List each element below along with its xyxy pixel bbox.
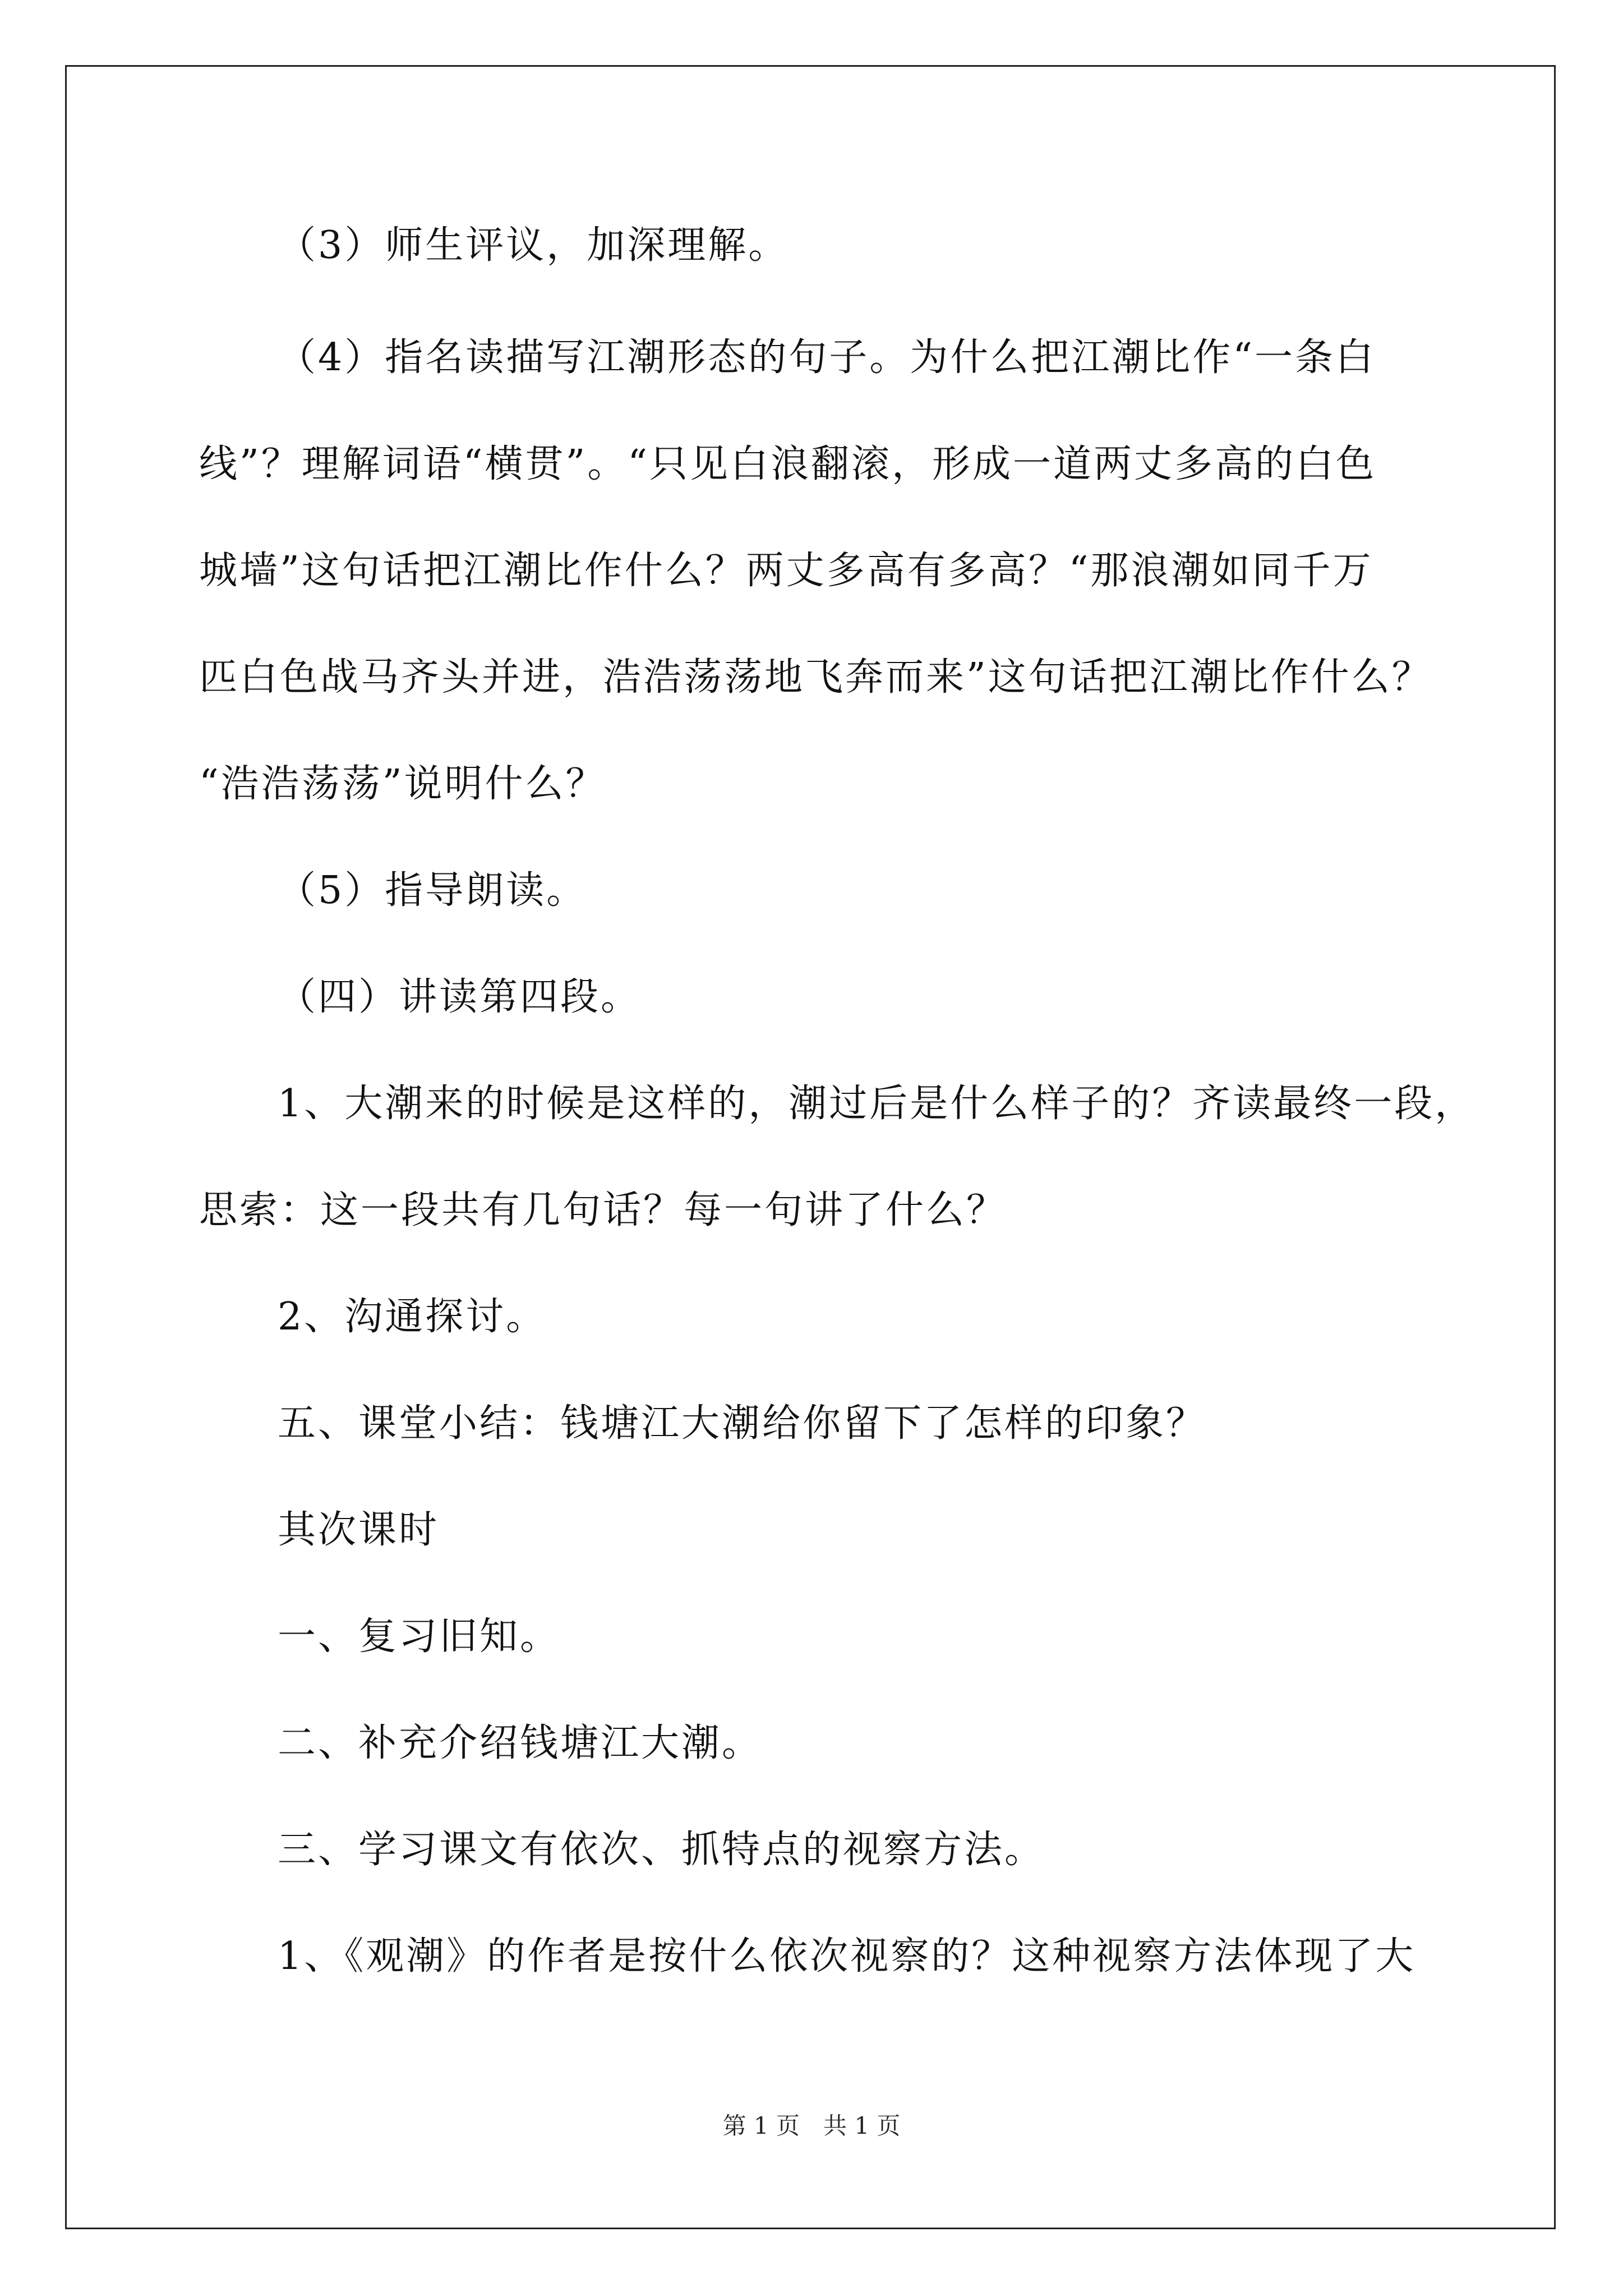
- paragraph-line: 2、沟通探讨。: [278, 1295, 547, 1339]
- paragraph-line: （4）指名读描写江潮形态的句子。为什么把江潮比作“一条白: [278, 335, 1376, 380]
- paragraph-line: 三、学习课文有依次、抓特点的视察方法。: [278, 1828, 1045, 1872]
- paragraph-line: 匹白色战马齐头并进，浩浩荡荡地飞奔而来”这句话把江潮比作什么？: [199, 655, 1432, 700]
- paragraph-line: 其次课时: [278, 1508, 440, 1552]
- paragraph-line: 1、《观潮》的作者是按什么依次视察的？这种视察方法体现了大: [278, 1934, 1416, 1978]
- paragraph-line: 一、复习旧知。: [278, 1614, 561, 1659]
- paragraph-line: “浩浩荡荡”说明什么？: [199, 762, 606, 806]
- paragraph-line: 线”？理解词语“横贯”。“只见白浪翻滚，形成一道两丈多高的白色: [199, 442, 1377, 486]
- paragraph-line: （5）指导朗读。: [278, 868, 587, 913]
- page-border: [65, 65, 1556, 2229]
- paragraph-line: 城墙”这句话把江潮比作什么？两丈多高有多高？“那浪潮如同千万: [199, 549, 1373, 593]
- paragraph-line: 思索：这一段共有几句话？每一句讲了什么？: [199, 1188, 1007, 1232]
- paragraph-line: （3）师生评议，加深理解。: [278, 223, 789, 268]
- page-footer: 第 1 页 共 1 页: [722, 2112, 901, 2139]
- paragraph-line: 1、大潮来的时候是这样的，潮过后是什么样子的？齐读最终一段，: [278, 1082, 1476, 1126]
- paragraph-line: 二、补充介绍钱塘江大潮。: [278, 1721, 763, 1765]
- paragraph-line: （四）讲读第四段。: [278, 975, 642, 1019]
- paragraph-line: 五、课堂小结：钱塘江大潮给你留下了怎样的印象？: [278, 1401, 1207, 1446]
